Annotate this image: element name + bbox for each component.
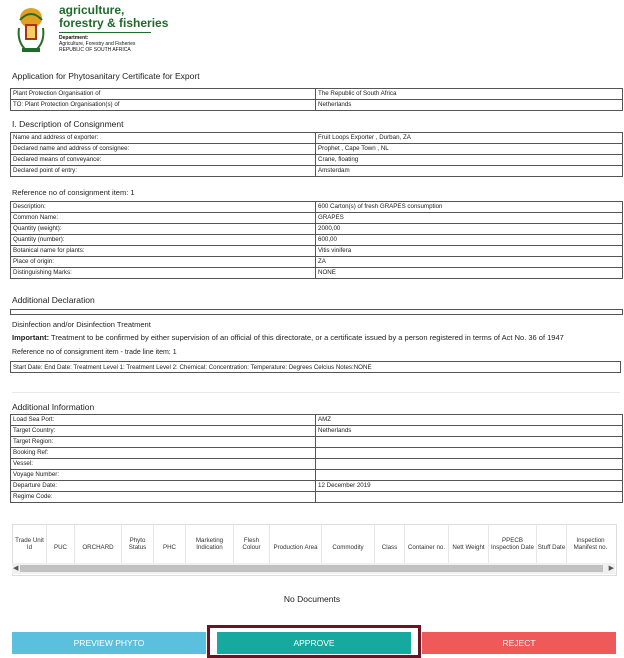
- table-row: [11, 448, 623, 459]
- row-label: Load Sea Port:: [11, 415, 316, 426]
- table-row: [11, 246, 623, 257]
- row-value: [316, 437, 623, 448]
- origin-table: [10, 88, 623, 111]
- table-row: [11, 257, 623, 268]
- scroll-left-icon[interactable]: ◀: [13, 565, 19, 572]
- row-label: Common Name:: [11, 213, 316, 224]
- dept-sub-line1: Department:: [59, 35, 89, 41]
- row-label: Vessel:: [11, 459, 316, 470]
- row-value: AMZ: [316, 415, 623, 426]
- row-value: NONE: [316, 268, 623, 279]
- grid-header-nett-weight[interactable]: Nett Weight: [449, 525, 489, 563]
- grid-horizontal-scrollbar[interactable]: [12, 563, 615, 574]
- row-label: Declared means of conveyance:: [11, 155, 316, 166]
- row-value: 600 Carton(s) of fresh GRAPES consumption: [316, 202, 623, 213]
- row-label: Description:: [11, 202, 316, 213]
- table-row: [11, 426, 623, 437]
- additional-information-title: Additional Information: [12, 402, 95, 412]
- row-label: Voyage Number:: [11, 470, 316, 481]
- grid-header-container-no[interactable]: Container no.: [405, 525, 449, 563]
- table-row: [11, 89, 623, 100]
- section-divider: [12, 392, 620, 393]
- important-notice: [12, 333, 617, 342]
- department-subtitle: [59, 35, 169, 53]
- row-value: GRAPES: [316, 213, 623, 224]
- row-value: Netherlands: [316, 100, 623, 111]
- table-row: [11, 459, 623, 470]
- row-label: Plant Protection Organisation of: [11, 89, 316, 100]
- table-row: [11, 224, 623, 235]
- item-table: [10, 201, 623, 279]
- approve-highlight-frame: [207, 625, 421, 658]
- scroll-right-icon[interactable]: ▶: [608, 565, 614, 572]
- grid-header-phyto-status[interactable]: Phyto Status: [122, 525, 154, 563]
- row-value: Amsterdam: [316, 166, 623, 177]
- row-value: 600,00: [316, 235, 623, 246]
- row-value: [316, 470, 623, 481]
- row-value: ZA: [316, 257, 623, 268]
- dept-sub-line2: Agriculture, Forestry and Fisheries: [59, 41, 136, 47]
- grid-header-class[interactable]: Class: [375, 525, 405, 563]
- row-label: Departure Date:: [11, 481, 316, 492]
- important-text: Treatment to be confirmed by either supervision of an official of this directorate, or a certificate issued by a person registered in terms of Act No. 36 of 1947: [51, 333, 564, 342]
- additional-declaration-title: Additional Declaration: [12, 295, 95, 305]
- row-value: Vitis vinifera: [316, 246, 623, 257]
- scrollbar-thumb[interactable]: [20, 565, 603, 572]
- additional-declaration-box: [10, 309, 623, 315]
- treatment-details: Start Date: End Date: Treatment Level 1: Treatment Level 2: Chemical: Concentration: Temperature: Degrees Celcius Notes:NONE: [10, 361, 621, 373]
- grid-header-ppecb-inspection-date[interactable]: PPECB Inspection Date: [489, 525, 537, 563]
- row-label: Declared point of entry:: [11, 166, 316, 177]
- table-row: [11, 470, 623, 481]
- table-row: [11, 235, 623, 246]
- row-label: Target Country:: [11, 426, 316, 437]
- reject-button[interactable]: REJECT: [422, 632, 616, 654]
- page-title: Application for Phytosanitary Certificate for Export: [12, 71, 200, 81]
- table-row: [11, 415, 623, 426]
- grid-header-trade-unit-id[interactable]: Trade Unit Id: [13, 525, 47, 563]
- disinfection-title: Disinfection and/or Disinfection Treatment: [12, 320, 151, 329]
- grid-header-flesh-colour[interactable]: Flesh Colour: [234, 525, 270, 563]
- grid-header-orchard[interactable]: ORCHARD: [75, 525, 122, 563]
- no-documents-message: No Documents: [283, 594, 341, 604]
- approve-button[interactable]: APPROVE: [217, 632, 411, 654]
- row-value: Netherlands: [316, 426, 623, 437]
- table-row: [11, 492, 623, 503]
- logo-divider: [59, 32, 151, 33]
- table-row: [11, 213, 623, 224]
- reference-item-label: Reference no of consignment item: 1: [12, 188, 135, 197]
- row-label: Distinguishing Marks:: [11, 268, 316, 279]
- table-row: [11, 133, 623, 144]
- table-row: [11, 202, 623, 213]
- grid-header-marketing-indication[interactable]: Marketing Indication: [186, 525, 234, 563]
- grid-header-stuff-date[interactable]: Stuff Date: [537, 525, 567, 563]
- grid-header-production-area[interactable]: Production Area: [270, 525, 322, 563]
- row-label: Regime Code:: [11, 492, 316, 503]
- row-label: Quantity (weight):: [11, 224, 316, 235]
- row-value: Prophet , Cape Town , NL: [316, 144, 623, 155]
- grid-header-puc[interactable]: PUC: [47, 525, 75, 563]
- table-row: [11, 100, 623, 111]
- grid-header-commodity[interactable]: Commodity: [322, 525, 375, 563]
- row-label: Target Region:: [11, 437, 316, 448]
- grid-header-phc[interactable]: PHC: [154, 525, 186, 563]
- row-label: Booking Ref:: [11, 448, 316, 459]
- table-row: [11, 481, 623, 492]
- table-row: [11, 144, 623, 155]
- important-label: Important:: [12, 333, 50, 342]
- table-row: [11, 166, 623, 177]
- row-label: TO: Plant Protection Organisation(s) of: [11, 100, 316, 111]
- dept-sub-line3: REPUBLIC OF SOUTH AFRICA: [59, 47, 131, 53]
- row-value: The Republic of South Africa: [316, 89, 623, 100]
- consignment-table: [10, 132, 623, 177]
- preview-phyto-button[interactable]: PREVIEW PHYTO: [12, 632, 206, 654]
- row-label: Botanical name for plants:: [11, 246, 316, 257]
- row-value: [316, 459, 623, 470]
- section-consignment-title: I. Description of Consignment: [12, 119, 124, 129]
- grid-header-inspection-manifest-no[interactable]: Inspection Manifest no.: [573, 537, 608, 551]
- table-row: [11, 437, 623, 448]
- coat-of-arms-icon: [16, 6, 46, 56]
- trade-line-reference: Reference no of consignment item - trade line item: 1: [12, 349, 177, 356]
- additional-info-table: [10, 414, 623, 503]
- row-label: Quantity (number):: [11, 235, 316, 246]
- dept-name-line1: agriculture,: [59, 3, 125, 17]
- department-name: [59, 4, 169, 30]
- table-row: [11, 268, 623, 279]
- row-value: Fruit Loops Exporter , Durban, ZA: [316, 133, 623, 144]
- row-value: [316, 448, 623, 459]
- row-label: Name and address of exporter:: [11, 133, 316, 144]
- dept-name-line2: forestry & fisheries: [59, 16, 169, 30]
- row-label: Declared name and address of consignee:: [11, 144, 316, 155]
- row-value: 2000,00: [316, 224, 623, 235]
- row-value: [316, 492, 623, 503]
- table-row: [11, 155, 623, 166]
- row-value: Crane, floating: [316, 155, 623, 166]
- department-logo: [10, 2, 169, 62]
- row-value: 12 December 2019: [316, 481, 623, 492]
- row-label: Place of origin:: [11, 257, 316, 268]
